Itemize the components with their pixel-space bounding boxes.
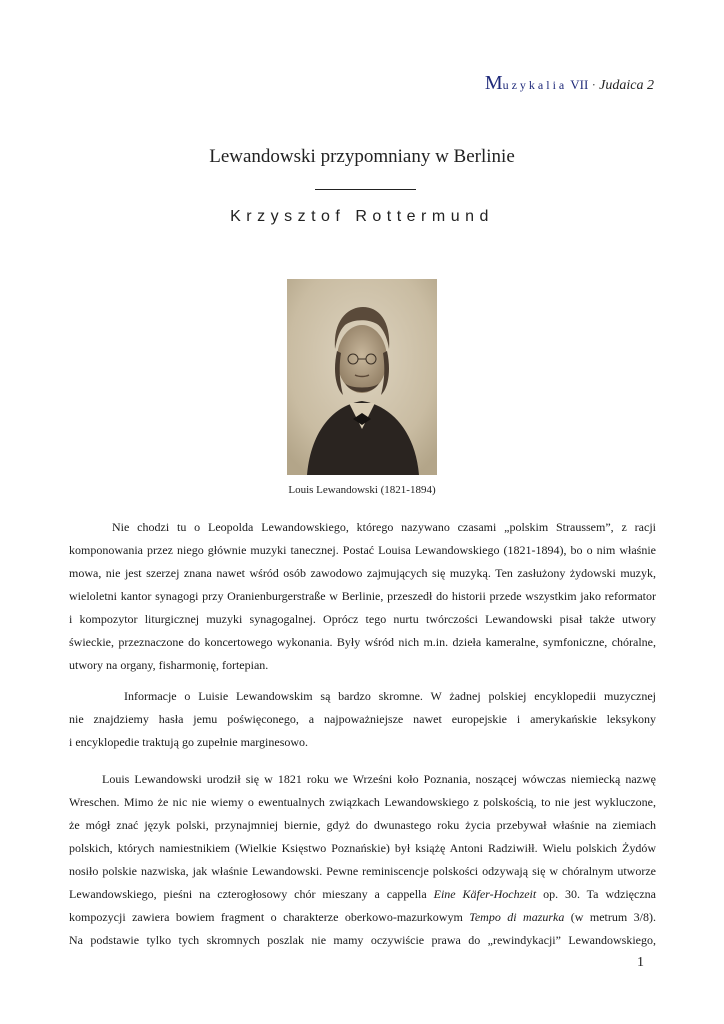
journal-volume: VII: [570, 77, 589, 92]
line-text: (w metrum 3/8).: [564, 910, 656, 924]
paragraph-line: świeckie, przeznaczone do koncertowego wykonania. Były wśród nich m.in. dzieła kameralne, symfoniczne, chóralne,: [69, 635, 656, 649]
page-number: 1: [637, 955, 644, 970]
running-header: [485, 72, 654, 95]
article-author: Krzysztof Rottermund: [230, 208, 494, 225]
paragraph-line: nie znajdziemy hasła jemu poświęconego, a najpoważniejsze nawet europejskie i amerykańskie leksykony: [69, 712, 656, 726]
paragraph-3: [69, 768, 656, 952]
portrait-illustration: [287, 279, 437, 475]
title-rule: [315, 189, 416, 190]
article-title: Lewandowski przypomniany w Berlinie: [209, 146, 515, 167]
paragraph-line: [69, 883, 656, 906]
paragraph-line: wieloletni kantor synagogi przy Oranienburgerstraße w Berlinie, przeszedł do historii przede wszystkim jako reformator: [69, 589, 656, 603]
paragraph-line: Informacje o Luisie Lewandowskim są bardzo skromne. W żadnej polskiej encyklopedii muzycznej: [124, 689, 656, 703]
paragraph-line: Wreschen. Mimo że nic nie wiemy o ewentualnych związkach Lewandowskiego z polskością, to nie jest wykluczone,: [69, 795, 656, 809]
photo-caption: Louis Lewandowski (1821-1894): [288, 484, 436, 496]
portrait-photo: [287, 279, 437, 475]
journal-initial: M: [484, 72, 503, 94]
paragraph-line: Louis Lewandowski urodził się w 1821 roku we Wrześni koło Poznania, noszącej wówczas niemiecką nazwę: [102, 772, 656, 786]
paragraph-2: [69, 685, 656, 754]
paragraph-line: Na podstawie tylko tych skromnych poszlak nie mamy oczywiście prawa do „rewindykacji” Lewandowskiego,: [69, 933, 656, 947]
paragraph-line: i encyklopedie traktują go zupełnie marginesowo.: [69, 735, 309, 749]
line-text: op. 30. Ta wdzięczna: [536, 887, 656, 901]
line-text: Lewandowskiego, pieśni na czterogłosowy chór mieszany a cappella: [69, 887, 434, 901]
line-text: kompozycji zawiera bowiem fragment o charakterze oberkowo-mazurkowym: [69, 910, 470, 924]
paragraph-line: Nie chodzi tu o Leopolda Lewandowskiego, którego nazywano czasami „polskim Straussem”, z racji: [112, 520, 656, 534]
paragraph-line: nosiło polskie nazwiska, jak właśnie Lewandowski. Pewne reminiscencje polskości odzywają się w chóralnym utworze: [69, 864, 656, 878]
paragraph-line: że mógł znać język polski, przynajmniej biernie, gdyż do dwunastego roku życia przebywał właśnie na ziemiach: [69, 818, 656, 832]
paragraph-line: utwory na organy, fisharmonię, fortepian.: [69, 658, 269, 672]
journal-name: uzykalia: [502, 78, 568, 92]
header-separator: ·: [591, 77, 596, 92]
paragraph-1: [69, 516, 656, 677]
paragraph-line: i kompozytor liturgicznej muzyki synagogalnej. Oprócz tego nurtu twórczości Lewandowski pisał także utwory: [69, 612, 656, 626]
paragraph-line: mowa, nie jest szerzej znana nawet wśród osób zawodowo zajmujących się muzyką. Ten zasłużony żydowski muzyk,: [69, 566, 656, 580]
paragraph-line: polskich, których namiestnikiem (Wielkie Księstwo Poznańskie) był książę Antoni Radziwiłł. Wielu polskich Żydów: [69, 841, 656, 855]
work-title: Eine Käfer-Hochzeit: [433, 887, 537, 901]
tempo-marking: Tempo di mazurka: [469, 910, 565, 924]
paragraph-line: komponowania przez niego głównie muzyki tanecznej. Postać Louisa Lewandowskiego (1821-1894), bo o nim właśnie: [69, 543, 656, 557]
paragraph-line: [69, 906, 656, 929]
journal-series: Judaica 2: [599, 78, 654, 93]
